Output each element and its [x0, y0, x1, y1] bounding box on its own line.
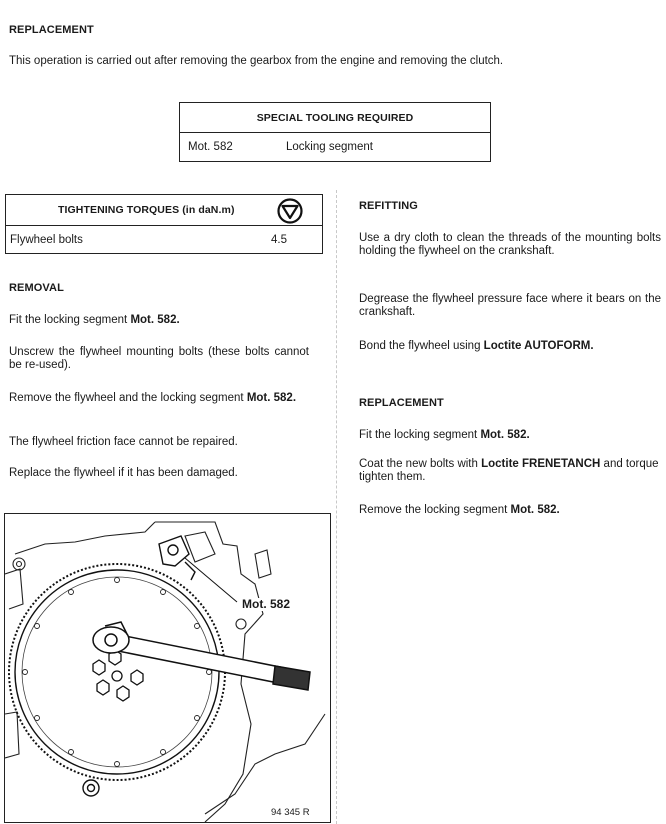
figure-callout: Mot. 582 — [242, 597, 291, 611]
torque-value: 4.5 — [271, 234, 287, 246]
flywheel-figure — [4, 513, 331, 823]
removal-step-1: Fit the locking segment Mot. 582. — [9, 314, 180, 326]
removal-step-5: Replace the flywheel if it has been damaged. — [9, 467, 238, 479]
torque-icon — [277, 198, 303, 224]
torques-header: TIGHTENING TORQUES (in daN.m) — [58, 204, 235, 216]
replacement-step-1: Fit the locking segment Mot. 582. — [359, 429, 530, 441]
intro-text: This operation is carried out after removing the gearbox from the engine and removing the clutch. — [9, 55, 504, 67]
refitting-step-3: Bond the flywheel using Loctite AUTOFORM. — [359, 340, 594, 352]
torque-item: Flywheel bolts — [10, 234, 83, 246]
torques-table — [5, 194, 323, 254]
refitting-title: REFITTING — [359, 200, 418, 212]
replacement-step-3: Remove the locking segment Mot. 582. — [359, 504, 560, 516]
removal-step-3: Remove the flywheel and the locking segment Mot. 582. — [9, 392, 297, 404]
column-divider — [336, 190, 337, 824]
refitting-step-2: Degrease the flywheel pressure face where it bears on the crankshaft. — [359, 293, 661, 318]
flywheel-illustration — [5, 514, 330, 822]
tool-code: Mot. 582 — [188, 141, 233, 153]
special-tooling-table — [179, 102, 491, 162]
tool-name: Locking segment — [286, 141, 373, 153]
tooling-header: SPECIAL TOOLING REQUIRED — [256, 112, 414, 124]
refitting-step-1: Use a dry cloth to clean the threads of the mounting bolts holding the flywheel on the crankshaft. — [359, 232, 661, 257]
replacement-title: REPLACEMENT — [359, 397, 444, 409]
removal-title: REMOVAL — [9, 282, 64, 294]
figure-reference: 94 345 R — [271, 807, 310, 818]
removal-step-4: The flywheel friction face cannot be repaired. — [9, 436, 238, 448]
removal-step-2: Unscrew the flywheel mounting bolts (these bolts cannot be re-used). — [9, 346, 309, 371]
replacement-step-2: Coat the new bolts with Loctite FRENETANCH and torque tighten them. — [359, 458, 659, 483]
page-title: REPLACEMENT — [9, 24, 94, 36]
